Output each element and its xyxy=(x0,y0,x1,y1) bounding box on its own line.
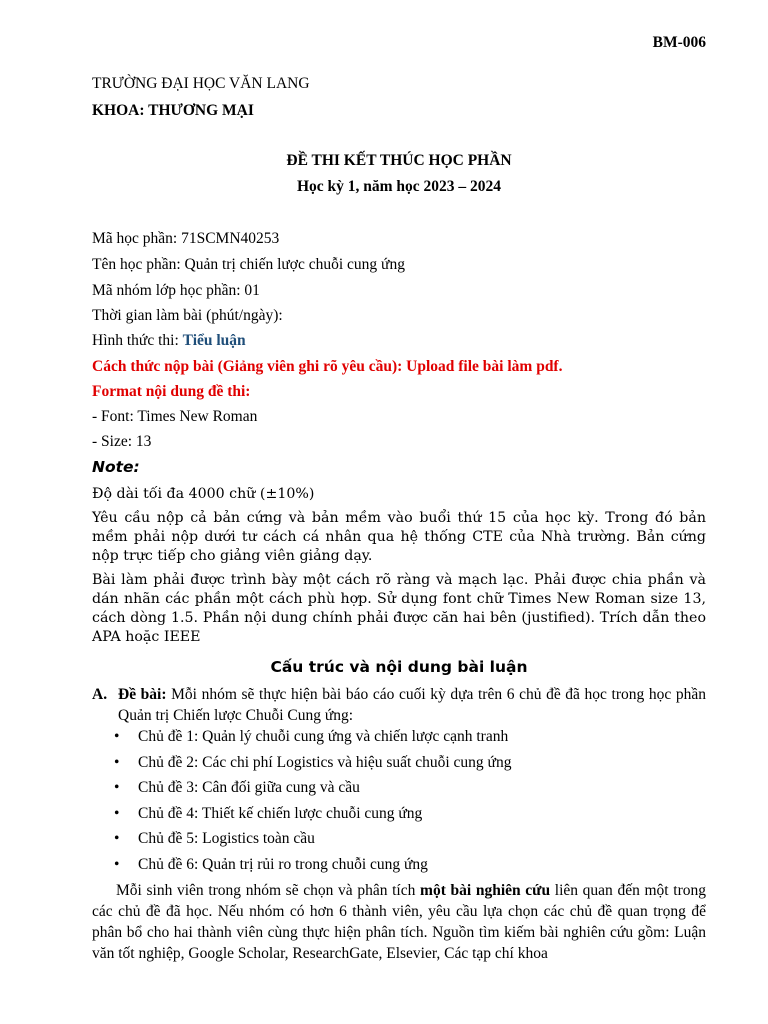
faculty-name: KHOA: THƯƠNG MẠI xyxy=(92,102,254,119)
form-code: BM-006 xyxy=(652,34,706,51)
note-heading: Note: xyxy=(92,458,140,476)
format-heading: Format nội dung đề thi: xyxy=(92,383,251,400)
topic-text: Chủ đề 6: Quản trị rủi ro trong chuỗi cung ứng xyxy=(138,855,428,873)
exam-form xyxy=(92,331,706,351)
part-a-body: Mỗi nhóm sẽ thực hiện bài báo cáo cuối kỳ dựa trên 6 chủ đề đã học trong học phần Quản trị Chiến lược Chuỗi Cung ứng: xyxy=(118,686,706,724)
submission-method: Cách thức nộp bài (Giảng viên ghi rõ yêu cầu): Upload file bài làm pdf. xyxy=(92,358,563,375)
topic-text: Chủ đề 5: Logistics toàn cầu xyxy=(138,830,315,848)
final-bold: một bài nghiên cứu xyxy=(420,882,551,899)
bullet-icon: • xyxy=(114,830,120,848)
course-name: Tên học phần: Quản trị chiến lược chuỗi cung ứng xyxy=(92,256,405,273)
topic-text: Chủ đề 2: Các chi phí Logistics và hiệu suất chuỗi cung ứng xyxy=(138,753,512,771)
group-code: Mã nhóm lớp học phần: 01 xyxy=(92,282,260,299)
bullet-icon: • xyxy=(114,804,120,822)
bullet-icon: • xyxy=(114,779,120,797)
section-title: Cấu trúc và nội dung bài luận xyxy=(270,658,528,676)
exam-title: ĐỀ THI KẾT THÚC HỌC PHẦN xyxy=(286,152,512,169)
topic-list xyxy=(114,727,706,881)
bullet-icon: • xyxy=(114,728,120,745)
part-a-text xyxy=(118,684,706,726)
list-item xyxy=(114,829,706,855)
bullet-icon: • xyxy=(114,855,120,873)
final-post: liên quan đến một trong các chủ đề đã học. Nếu nhóm có hơn 6 thành viên, yêu cầu lựa chọn các chủ đề quan trọng để phân bổ cho hai thành viên cùng thực hiện phân tích. Nguồn tìm kiếm bài nghiên cứu gồm: Luận văn tốt nghiệp, Google Scholar, ResearchGate, Elsevier, Các tạp chí khoa xyxy=(92,882,706,962)
final-paragraph xyxy=(92,880,706,964)
exam-form-value: Tiểu luận xyxy=(182,332,246,349)
note-length: Độ dài tối đa 4000 chữ (±10%) xyxy=(92,486,315,502)
exam-form-label: Hình thức thi: xyxy=(92,332,183,349)
final-pre: Mỗi sinh viên trong nhóm sẽ chọn và phân tích xyxy=(116,882,421,899)
university-name: TRƯỜNG ĐẠI HỌC VĂN LANG xyxy=(92,75,310,92)
format-size: - Size: 13 xyxy=(92,433,152,450)
list-item xyxy=(114,727,706,753)
list-item xyxy=(114,778,706,804)
list-item xyxy=(114,855,706,881)
part-a-label: A. xyxy=(92,686,108,703)
topic-text: Chủ đề 4: Thiết kế chiến lược chuỗi cung ứng xyxy=(138,804,423,822)
duration: Thời gian làm bài (phút/ngày): xyxy=(92,307,283,324)
format-font: - Font: Times New Roman xyxy=(92,408,258,425)
note-paragraph-2: Bài làm phải được trình bày một cách rõ ràng và mạch lạc. Phải được chia phần và dán nhãn các phần một cách phù hợp. Sử dụng font chữ Times New Roman size 13, cách dòng 1.5. Phần nội dung chính phải được căn hai bên (justified). Trích dẫn theo APA hoặc IEEE xyxy=(92,572,706,645)
list-item xyxy=(114,753,706,779)
topic-text: Chủ đề 1: Quản lý chuỗi cung ứng và chiến lược cạnh tranh xyxy=(138,728,509,745)
topic-text: Chủ đề 3: Cân đối giữa cung và cầu xyxy=(138,779,360,797)
part-a xyxy=(92,684,706,726)
course-code: Mã học phần: 71SCMN40253 xyxy=(92,230,280,247)
note-paragraph-1: Yêu cầu nộp cả bản cứng và bản mềm vào buổi thứ 15 của học kỳ. Trong đó bản mềm phải nộp dưới tư cách cá nhân qua hệ thống CTE của Nhà trường. Bản cứng nộp trực tiếp cho giảng viên giảng dạy. xyxy=(92,510,706,564)
exam-subtitle: Học kỳ 1, năm học 2023 – 2024 xyxy=(296,178,502,195)
list-item xyxy=(114,804,706,830)
part-a-bold: Đề bài: xyxy=(118,686,167,703)
bullet-icon: • xyxy=(114,753,120,771)
